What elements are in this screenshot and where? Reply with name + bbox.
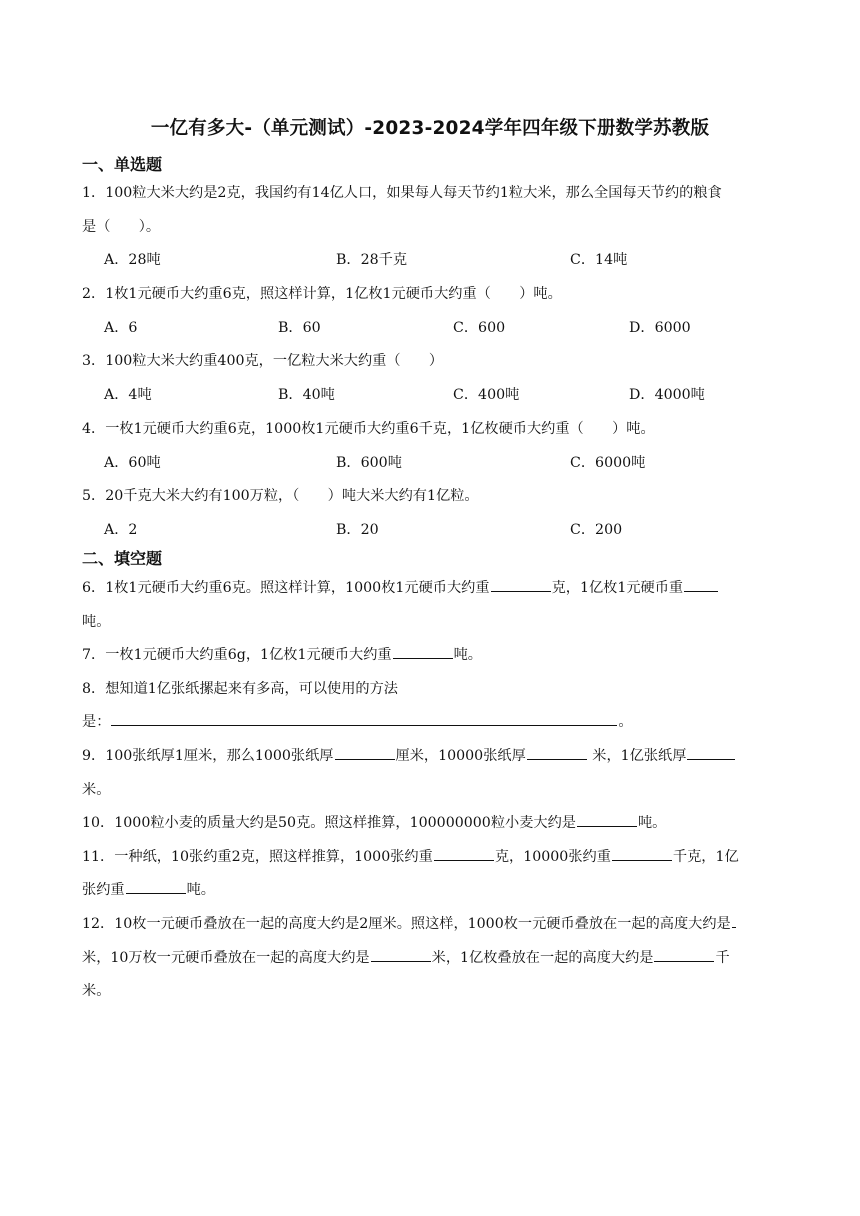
- question-2-option-a: A．6: [104, 320, 138, 336]
- answer-blank[interactable]: [126, 880, 186, 894]
- question-3-option-d: D．4000吨: [629, 387, 705, 403]
- question-3-option-c: C．400吨: [453, 387, 520, 403]
- question-12-text-a: 12．10枚一元硬币叠放在一起的高度大约是2厘米。照这样，1000枚一元硬币叠放在一起的高度大约是: [82, 916, 731, 932]
- question-11-text-b: 克，10000张约重: [494, 849, 611, 865]
- question-11-line-2: [82, 879, 810, 899]
- answer-blank[interactable]: [371, 948, 431, 962]
- question-12-line-1: [82, 913, 810, 933]
- question-12-line-3: 米。: [82, 983, 111, 999]
- answer-blank[interactable]: [732, 914, 736, 928]
- question-9-text-c: 米，1亿张纸厚: [587, 748, 687, 764]
- question-7-text-a: 7．一枚1元硬币大约重6g，1亿枚1元硬币大约重: [82, 647, 392, 663]
- answer-blank[interactable]: [687, 746, 735, 760]
- question-4-option-a: A．60吨: [104, 455, 161, 471]
- question-1-line-2: 是（ ）。: [82, 219, 161, 235]
- question-1-option-c: C．14吨: [570, 252, 628, 268]
- question-9-line-1: [82, 745, 810, 765]
- question-2-line-1: 2．1枚1元硬币大约重6克，照这样计算，1亿枚1元硬币大约重（ ）吨。: [82, 286, 562, 302]
- question-8-line-1: 8．想知道1亿张纸摞起来有多高，可以使用的方法: [82, 681, 398, 697]
- question-6-text-b: 克，1亿枚1元硬币重: [551, 580, 684, 596]
- question-10-text-a: 10．1000粒小麦的质量大约是50克。照这样推算，100000000粒小麦大约是: [82, 815, 576, 831]
- question-5-line-1: 5．20千克大米大约有100万粒，（ ）吨大米大约有1亿粒。: [82, 488, 479, 504]
- question-9-text-a: 9．100张纸厚1厘米，那么1000张纸厚: [82, 748, 334, 764]
- question-7-line-1: [82, 644, 810, 664]
- question-8-text-c: 。: [618, 714, 633, 730]
- answer-blank[interactable]: [335, 746, 395, 760]
- question-10-line-1: [82, 812, 810, 832]
- question-9-line-2: 米。: [82, 782, 111, 798]
- question-12-text-b: 米，10万枚一元硬币叠放在一起的高度大约是: [82, 950, 370, 966]
- question-6-text-a: 6．1枚1元硬币大约重6克。照这样计算，1000枚1元硬币大约重: [82, 580, 490, 596]
- section-heading-single-choice: 一、单选题: [82, 155, 163, 174]
- answer-blank[interactable]: [577, 813, 637, 827]
- question-2-option-b: B．60: [278, 320, 321, 336]
- answer-blank[interactable]: [491, 578, 551, 592]
- question-7-text-b: 吨。: [453, 647, 482, 663]
- question-11-text-e: 吨。: [186, 882, 215, 898]
- question-5-option-b: B．20: [336, 522, 379, 538]
- question-12-text-d: 千: [715, 950, 730, 966]
- question-3-option-b: B．40吨: [278, 387, 335, 403]
- question-10-text-b: 吨。: [637, 815, 667, 831]
- answer-blank[interactable]: [654, 948, 714, 962]
- question-1-option-b: B．28千克: [336, 252, 408, 268]
- question-1-option-a: A．28吨: [104, 252, 161, 268]
- question-11-line-1: [82, 846, 810, 866]
- answer-blank[interactable]: [612, 847, 672, 861]
- answer-blank[interactable]: [527, 746, 587, 760]
- question-1-line-1: 1．100粒大米大约是2克，我国约有14亿人口，如果每人每天节约1粒大米，那么全国每天节约的粮食: [82, 185, 722, 201]
- question-11-text-d: 张约重: [82, 882, 125, 898]
- question-4-line-1: 4．一枚1元硬币大约重6克，1000枚1元硬币大约重6千克，1亿枚硬币大约重（ ）吨。: [82, 421, 655, 437]
- page-title: 一亿有多大-（单元测试）-2023-2024学年四年级下册数学苏教版: [150, 118, 710, 139]
- question-5-option-c: C．200: [570, 522, 623, 538]
- question-8-text-b: 是：: [82, 714, 111, 730]
- answer-blank[interactable]: [111, 712, 617, 726]
- section-heading-fill-blank: 二、填空题: [82, 549, 163, 568]
- question-12-line-2: [82, 947, 810, 967]
- question-5-option-a: A．2: [104, 522, 138, 538]
- question-6-line-1: [82, 577, 810, 597]
- question-11-text-a: 11．一种纸，10张约重2克，照这样推算，1000张约重: [82, 849, 433, 865]
- question-11-text-c: 千克，1亿: [672, 849, 739, 865]
- question-9-text-b: 厘米，10000张纸厚: [395, 748, 526, 764]
- question-2-option-d: D．6000: [629, 320, 691, 336]
- question-12-text-c: 米，1亿枚叠放在一起的高度大约是: [431, 950, 654, 966]
- question-3-option-a: A．4吨: [104, 387, 152, 403]
- question-8-line-2: [82, 711, 810, 731]
- question-3-line-1: 3．100粒大米大约重400克，一亿粒大米大约重（ ）: [82, 353, 444, 369]
- answer-blank[interactable]: [434, 847, 494, 861]
- question-2-option-c: C．600: [453, 320, 506, 336]
- question-4-option-b: B．600吨: [336, 455, 402, 471]
- answer-blank[interactable]: [393, 645, 453, 659]
- question-4-option-c: C．6000吨: [570, 455, 646, 471]
- answer-blank[interactable]: [684, 578, 718, 592]
- question-6-line-2: 吨。: [82, 614, 111, 630]
